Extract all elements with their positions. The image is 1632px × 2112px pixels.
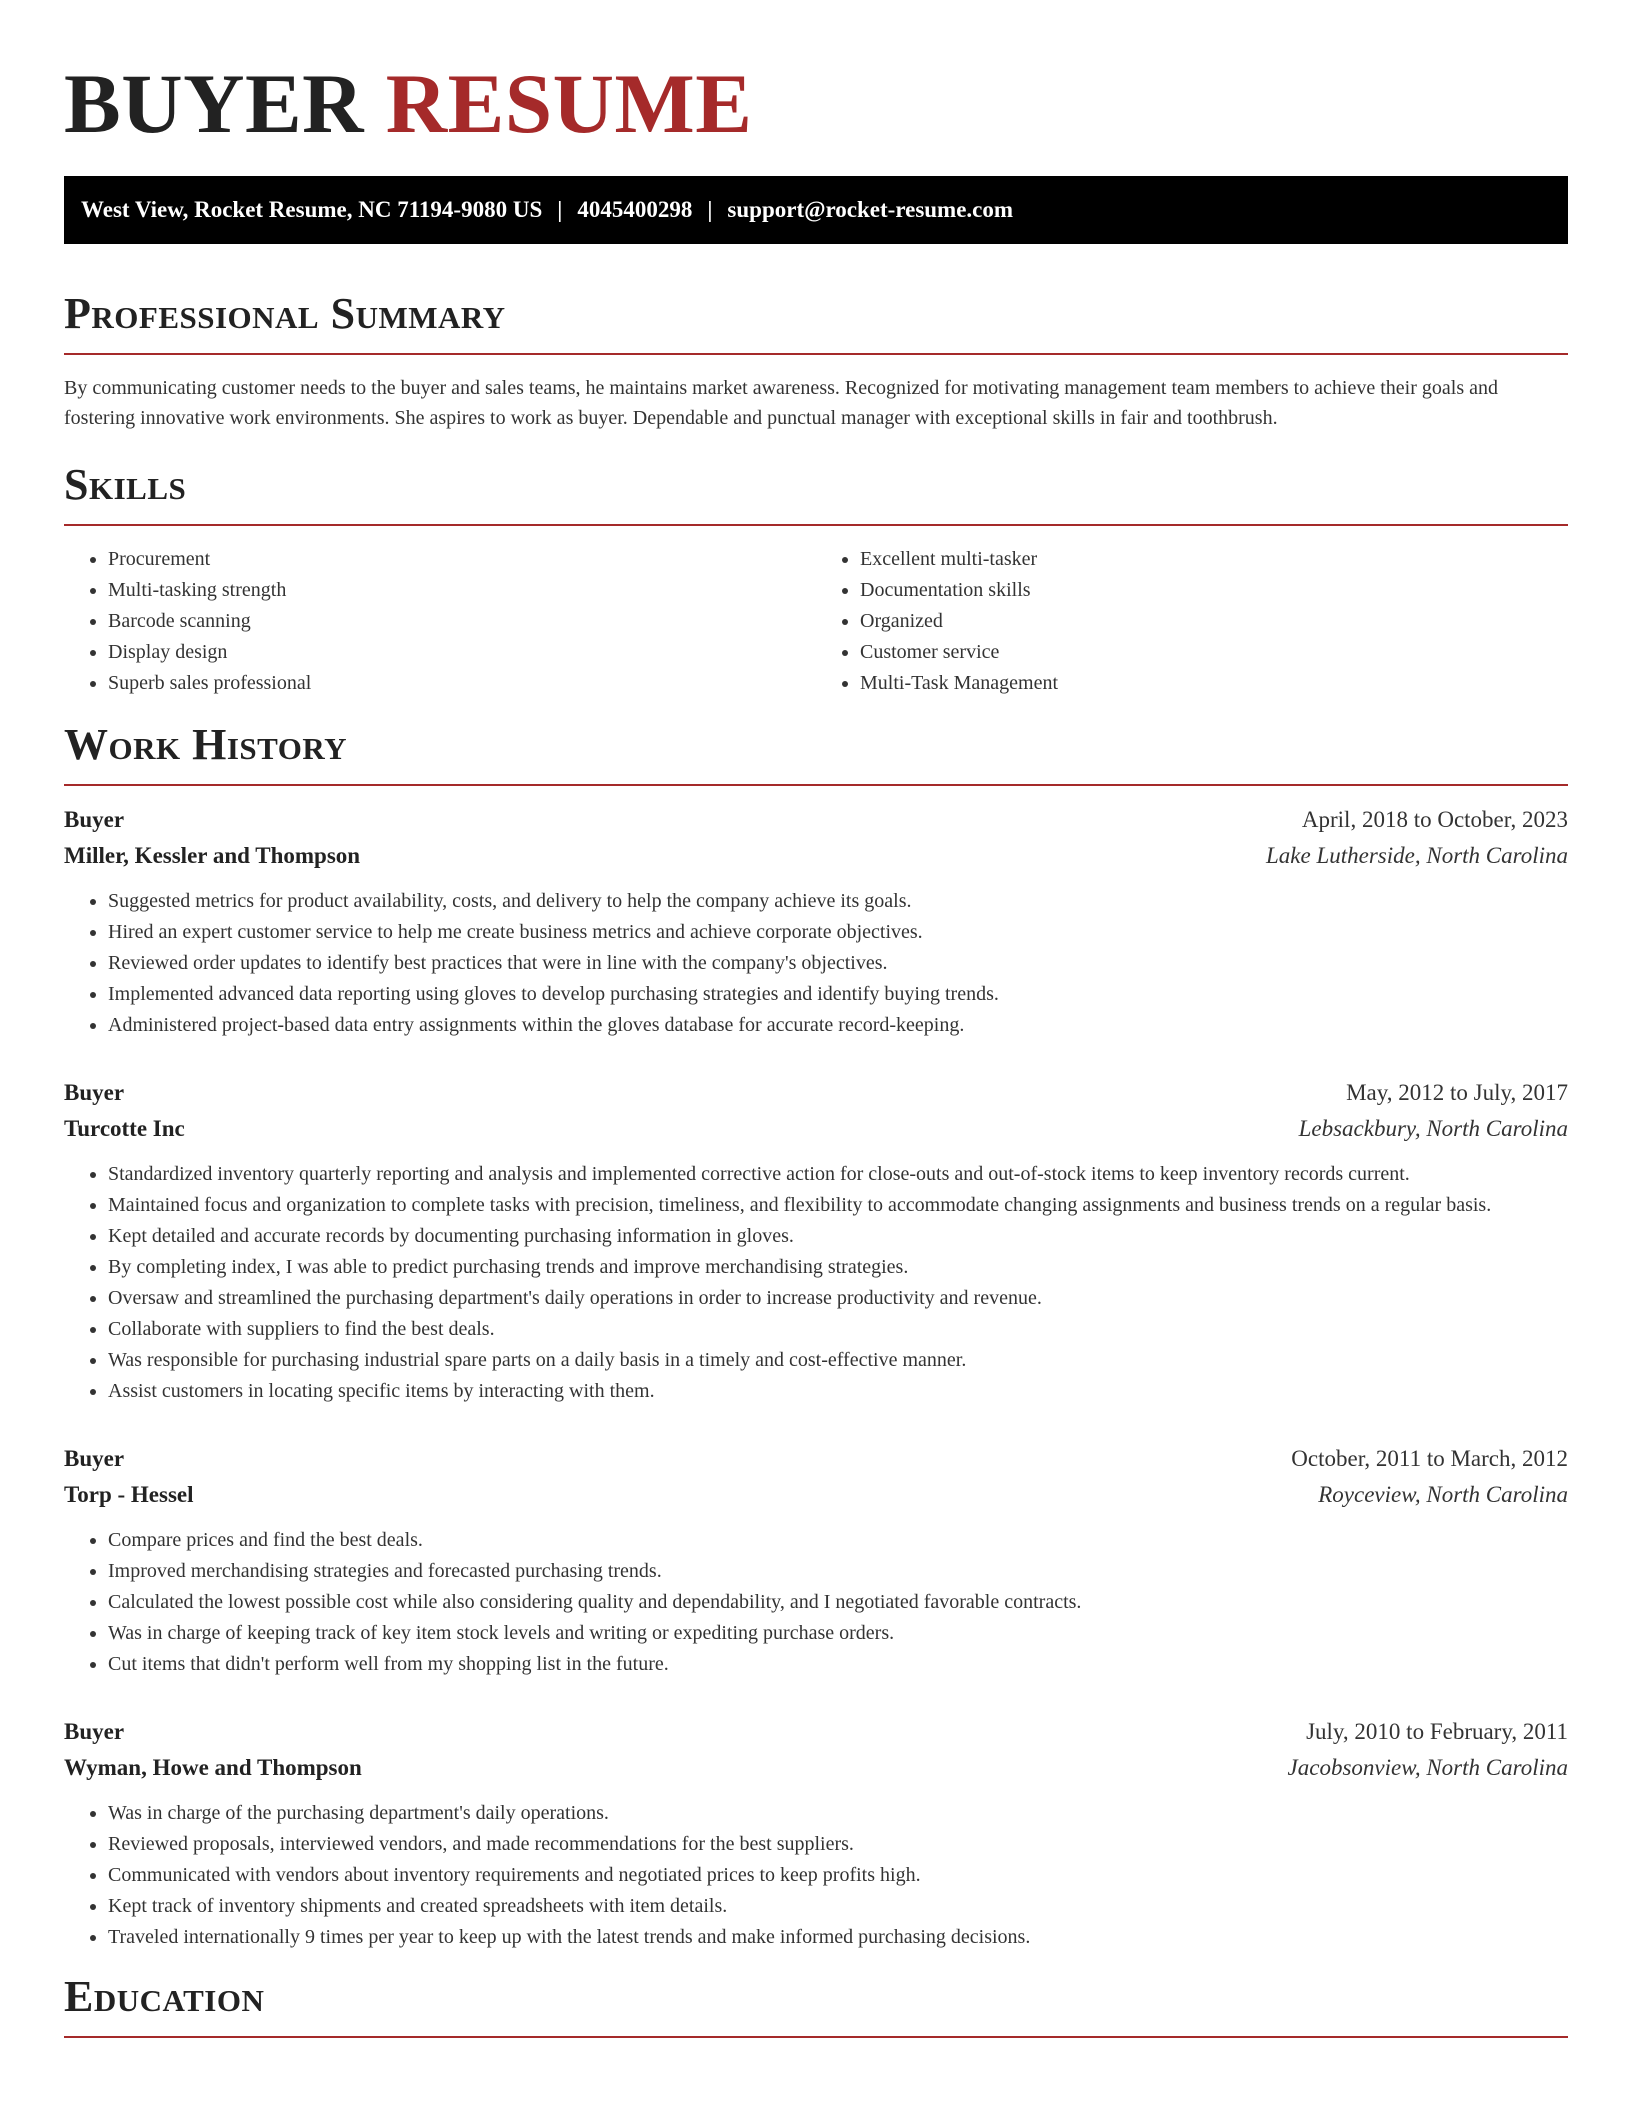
job-location: Royceview, North Carolina xyxy=(1318,1482,1568,1507)
skills-grid xyxy=(64,544,1568,699)
job-dates: May, 2012 to July, 2017 xyxy=(1346,1080,1568,1105)
job-title: Buyer xyxy=(64,1080,125,1105)
job-duty: • Calculated the lowest possible cost while also considering quality and dependability, and I negotiated favorable contracts. xyxy=(108,1587,1568,1618)
education-section xyxy=(64,1971,1568,2038)
job-header-row xyxy=(64,802,1568,838)
job-duty: • Suggested metrics for product availability, costs, and delivery to help the company achieve its goals. xyxy=(108,886,1568,917)
skill-item: • Excellent multi-tasker xyxy=(860,544,1568,575)
skill-item: • Documentation skills xyxy=(860,575,1568,606)
job-duties xyxy=(64,886,1568,1041)
job-duty: • Communicated with vendors about inventory requirements and negotiated prices to keep profits high. xyxy=(108,1860,1568,1891)
job-entry xyxy=(64,1714,1568,1953)
job-company-row xyxy=(64,1111,1568,1147)
job-company: Miller, Kessler and Thompson xyxy=(64,843,361,868)
job-duty: • Compare prices and find the best deals. xyxy=(108,1525,1568,1556)
skill-item: • Customer service xyxy=(860,637,1568,668)
contact-separator: | xyxy=(557,197,563,222)
title-word-resume: RESUME xyxy=(385,57,753,151)
job-duty: • Improved merchandising strategies and forecasted purchasing trends. xyxy=(108,1556,1568,1587)
job-duty: • By completing index, I was able to predict purchasing trends and improve merchandising strategies. xyxy=(108,1252,1568,1283)
resume-title xyxy=(64,0,1568,152)
skill-item: • Multi-tasking strength xyxy=(108,575,816,606)
education-heading: Education xyxy=(64,1972,265,2021)
job-duties xyxy=(64,1159,1568,1407)
job-duty: • Hired an expert customer service to help me create business metrics and achieve corporate objectives. xyxy=(108,917,1568,948)
job-duty: • Was in charge of keeping track of key item stock levels and writing or expediting purchase orders. xyxy=(108,1618,1568,1649)
work-history-section xyxy=(64,719,1568,1953)
contact-address: West View, Rocket Resume, NC 71194-9080 US xyxy=(81,197,543,222)
job-header-row xyxy=(64,1075,1568,1111)
job-duty: • Standardized inventory quarterly reporting and analysis and implemented corrective action for close-outs and out-of-stock items to keep inventory records current. xyxy=(108,1159,1568,1190)
job-duty: • Was responsible for purchasing industrial spare parts on a daily basis in a timely and cost-effective manner. xyxy=(108,1345,1568,1376)
job-company: Wyman, Howe and Thompson xyxy=(64,1755,362,1780)
summary-section xyxy=(64,288,1568,433)
job-company-row xyxy=(64,1750,1568,1786)
job-entry xyxy=(64,802,1568,1041)
job-company: Turcotte Inc xyxy=(64,1116,185,1141)
job-location: Lebsackbury, North Carolina xyxy=(1298,1116,1568,1141)
job-company-row xyxy=(64,1477,1568,1513)
job-location: Lake Lutherside, North Carolina xyxy=(1266,843,1568,868)
section-divider xyxy=(64,524,1568,526)
skill-item: • Procurement xyxy=(108,544,816,575)
job-entry xyxy=(64,1075,1568,1407)
job-company: Torp - Hessel xyxy=(64,1482,194,1507)
job-duty: • Oversaw and streamlined the purchasing department's daily operations in order to increase productivity and revenue. xyxy=(108,1283,1568,1314)
summary-text: By communicating customer needs to the buyer and sales teams, he maintains market awareness. Recognized for motivating management team members to achieve their goals and fostering innovative work environments. She aspires to work as buyer. Dependable and punctual manager with exceptional skills in fair and toothbrush. xyxy=(64,377,1498,429)
job-header-row xyxy=(64,1714,1568,1750)
job-duties xyxy=(64,1525,1568,1680)
job-duty: • Kept track of inventory shipments and created spreadsheets with item details. xyxy=(108,1891,1568,1922)
job-dates: April, 2018 to October, 2023 xyxy=(1301,807,1568,832)
skills-heading: Skills xyxy=(64,460,187,509)
skill-item: • Organized xyxy=(860,606,1568,637)
contact-email: support@rocket-resume.com xyxy=(727,197,1014,222)
skill-item: • Superb sales professional xyxy=(108,668,816,699)
skill-item: • Display design xyxy=(108,637,816,668)
job-duty: • Cut items that didn't perform well from my shopping list in the future. xyxy=(108,1649,1568,1680)
job-title: Buyer xyxy=(64,807,125,832)
job-company-row xyxy=(64,838,1568,874)
work-history-heading: Work History xyxy=(64,720,348,769)
job-dates: July, 2010 to February, 2011 xyxy=(1306,1719,1568,1744)
job-duty: • Traveled internationally 9 times per year to keep up with the latest trends and make informed purchasing decisions. xyxy=(108,1922,1568,1953)
job-dates: October, 2011 to March, 2012 xyxy=(1291,1446,1568,1471)
job-duties xyxy=(64,1798,1568,1953)
title-word-buyer: BUYER xyxy=(64,57,365,151)
skills-section xyxy=(64,459,1568,699)
job-duty: • Assist customers in locating specific items by interacting with them. xyxy=(108,1376,1568,1407)
job-title: Buyer xyxy=(64,1446,125,1471)
skills-list-left xyxy=(64,544,816,699)
contact-phone: 4045400298 xyxy=(577,197,693,222)
job-duty: • Implemented advanced data reporting using gloves to develop purchasing strategies and identify buying trends. xyxy=(108,979,1568,1010)
skill-item: • Barcode scanning xyxy=(108,606,816,637)
job-duty: • Reviewed order updates to identify best practices that were in line with the company's objectives. xyxy=(108,948,1568,979)
job-duty: • Maintained focus and organization to complete tasks with precision, timeliness, and flexibility to accommodate changing assignments and business trends on a regular basis. xyxy=(108,1190,1568,1221)
job-title: Buyer xyxy=(64,1719,125,1744)
job-duty: • Administered project-based data entry assignments within the gloves database for accurate record-keeping. xyxy=(108,1010,1568,1041)
job-entry xyxy=(64,1441,1568,1680)
section-divider xyxy=(64,784,1568,786)
skills-list-right xyxy=(816,544,1568,699)
job-duty: • Reviewed proposals, interviewed vendors, and made recommendations for the best suppliers. xyxy=(108,1829,1568,1860)
job-duty: • Was in charge of the purchasing department's daily operations. xyxy=(108,1798,1568,1829)
section-divider xyxy=(64,2036,1568,2038)
contact-bar xyxy=(64,176,1568,244)
contact-separator: | xyxy=(707,197,713,222)
job-header-row xyxy=(64,1441,1568,1477)
job-duty: • Collaborate with suppliers to find the best deals. xyxy=(108,1314,1568,1345)
skill-item: • Multi-Task Management xyxy=(860,668,1568,699)
job-location: Jacobsonview, North Carolina xyxy=(1287,1755,1568,1780)
summary-heading: Professional Summary xyxy=(64,289,506,338)
section-divider xyxy=(64,353,1568,355)
job-duty: • Kept detailed and accurate records by documenting purchasing information in gloves. xyxy=(108,1221,1568,1252)
